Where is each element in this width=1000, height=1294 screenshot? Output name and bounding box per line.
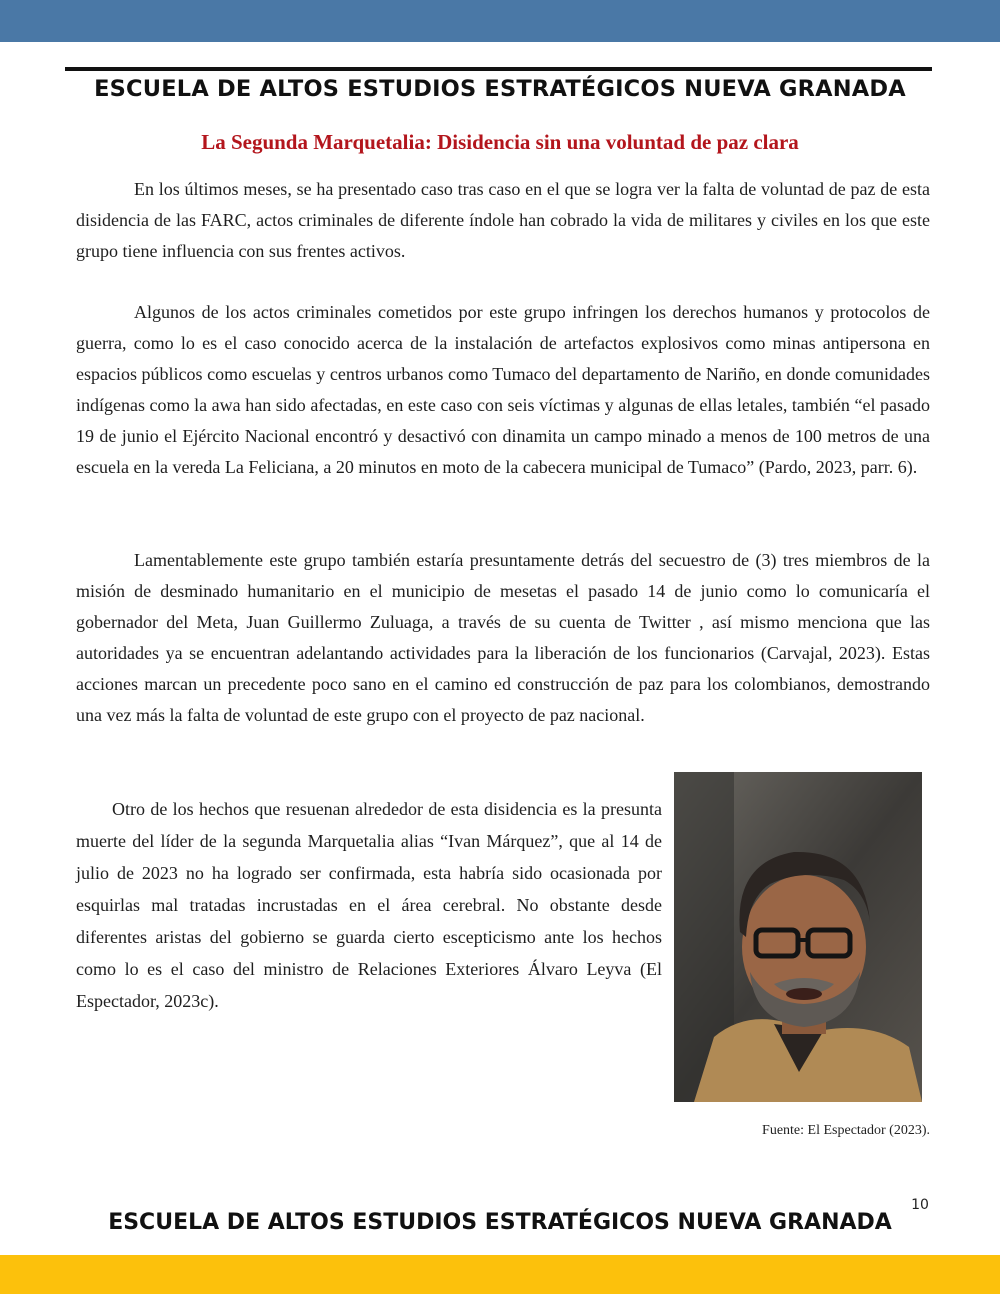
article-title: La Segunda Marquetalia: Disidencia sin una voluntad de paz clara [201, 130, 799, 154]
portrait-photo [674, 772, 922, 1102]
paragraph-4: Otro de los hechos que resuenan alrededor de esta disidencia es la presunta muerte del líder de la segunda Marquetalia alias “Ivan Márquez”, que al 14 de julio de 2023 no ha logrado ser confirmada, esta habría sido ocasionada por esquirlas mal tratadas incrustadas en el área cerebral. No obstante desde diferentes aristas del gobierno se guarda cierto escepticismo ante los hechos como lo es el caso del ministro de Relaciones Exteriores Álvaro Leyva (El Espectador, 2023c). [76, 799, 662, 1011]
bottom-color-band [0, 1255, 1000, 1294]
figure-caption: Fuente: El Espectador (2023). [762, 1123, 930, 1138]
paragraph-3: Lamentablemente este grupo también estaría presuntamente detrás del secuestro de (3) tres miembros de la misión de desminado humanitario en el municipio de mesetas el pasado 14 de junio como lo comunicaría el gobernador del Meta, Juan Guillermo Zuluaga, a través de su cuenta de Twitter , así mismo menciona que las autoridades ya se encuentran adelantando actividades para la liberación de los funcionarios (Carvajal, 2023). Estas acciones marcan un precedente poco sano en el camino ed construcción de paz para los colombianos, demostrando una vez más la falta de voluntad de este grupo con el proyecto de paz nacional. [76, 550, 930, 725]
portrait-illustration [674, 772, 922, 1102]
top-color-band [0, 0, 1000, 42]
header-school-name: ESCUELA DE ALTOS ESTUDIOS ESTRATÉGICOS NUEVA GRANADA [94, 76, 906, 102]
page-number: 10 [911, 1197, 929, 1213]
paragraph-1: En los últimos meses, se ha presentado caso tras caso en el que se logra ver la falta de voluntad de paz de esta disidencia de las FARC, actos criminales de diferente índole han cobrado la vida de militares y civiles en los que este grupo tiene influencia con sus frentes activos. [76, 179, 930, 261]
header-rule [65, 67, 932, 71]
paragraph-2: Algunos de los actos criminales cometidos por este grupo infringen los derechos humanos y protocolos de guerra, como lo es el caso conocido acerca de la instalación de artefactos explosivos como minas antipersona en espacios públicos como escuelas y centros urbanos como Tumaco del departamento de Nariño, en donde comunidades indígenas como la awa han sido afectadas, en este caso con seis víctimas y algunas de ellas letales, también “el pasado 19 de junio el Ejército Nacional encontró y desactivó con dinamita un campo minado a menos de 100 metros de una escuela en la vereda La Feliciana, a 20 minutos en moto de la cabecera municipal de Tumaco” (Pardo, 2023, parr. 6). [76, 302, 930, 477]
footer-school-name: ESCUELA DE ALTOS ESTUDIOS ESTRATÉGICOS NUEVA GRANADA [108, 1210, 892, 1235]
